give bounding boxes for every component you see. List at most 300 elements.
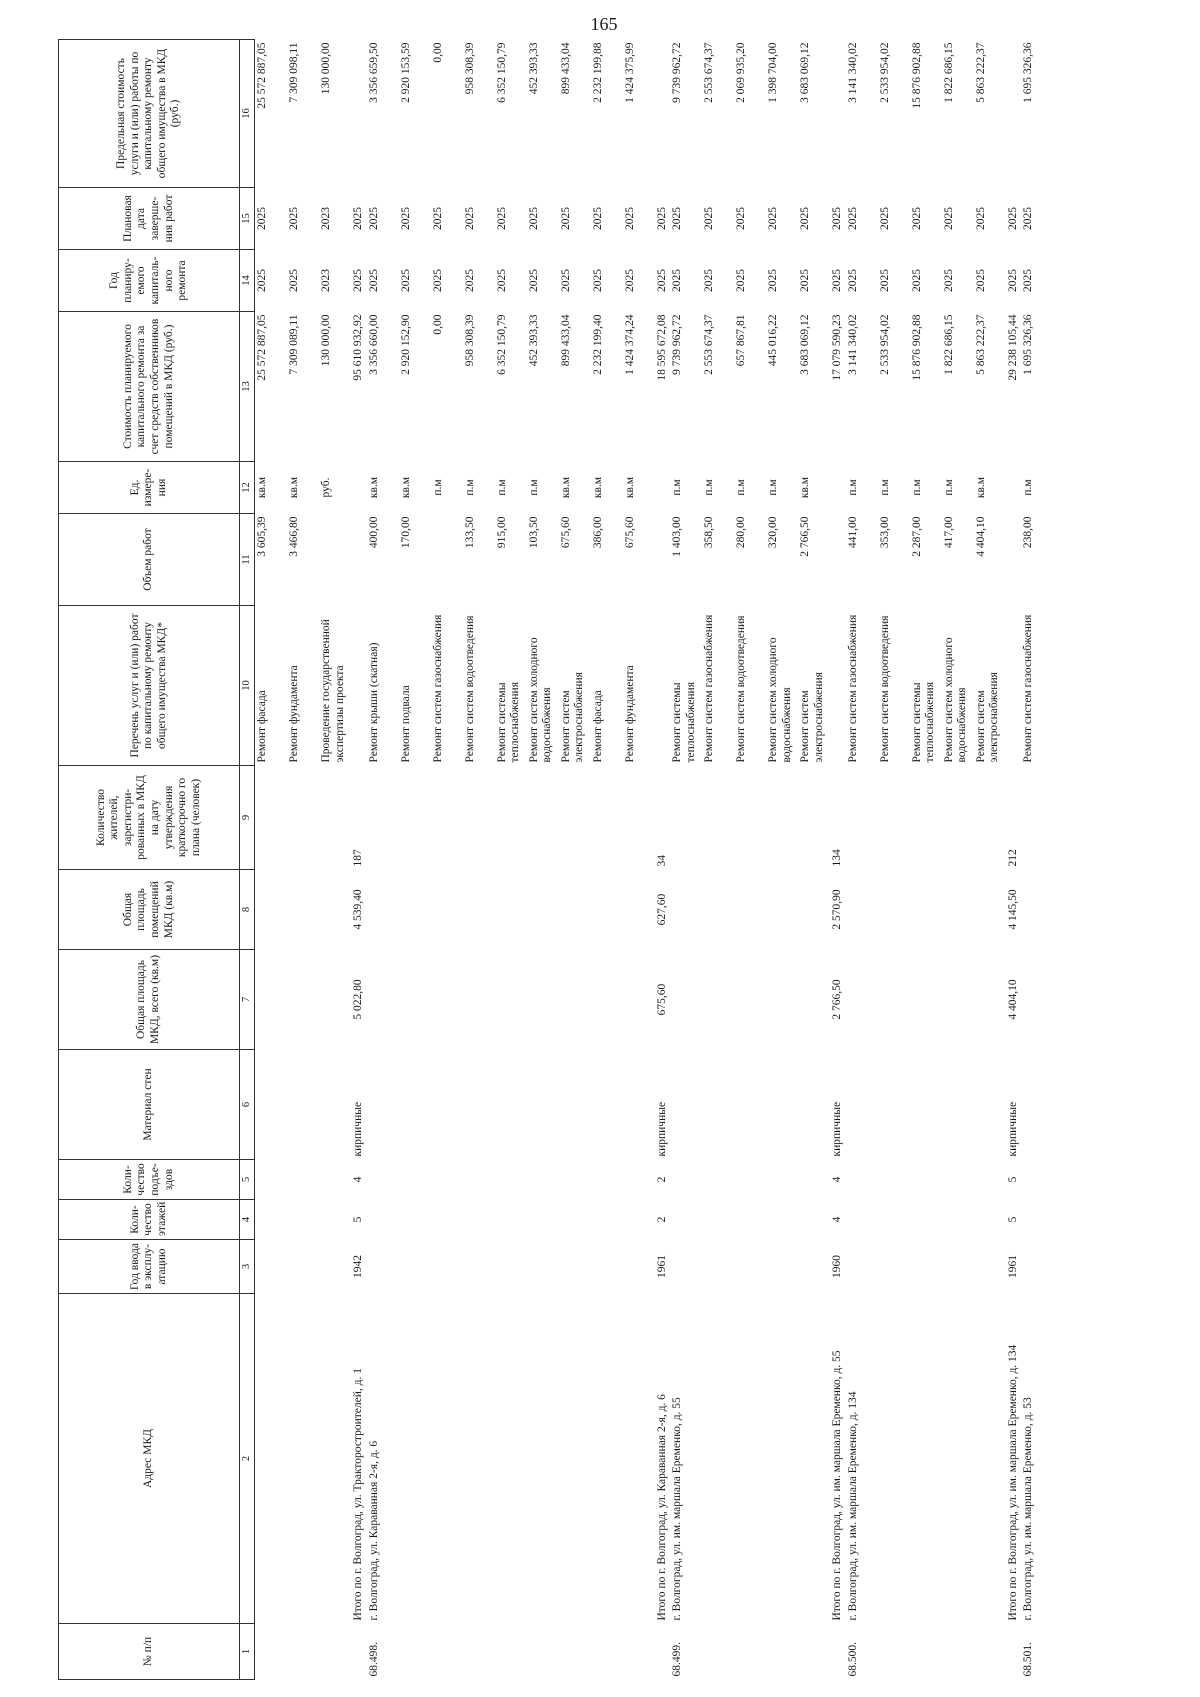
column-header: Количество жителей, зарегистри-рованных в МКД на дату утверждения краткосрочно го плана (человек) xyxy=(59,766,240,870)
cell-resident-count xyxy=(367,766,399,870)
cell-unit: кв.м xyxy=(256,476,268,499)
cell-cost-limit: 3 683 069,12 xyxy=(799,42,812,103)
cell-unit xyxy=(830,462,846,514)
cell-premises-area xyxy=(878,870,910,950)
cell-entrance-count xyxy=(766,1160,798,1200)
column-number: 7 xyxy=(240,950,255,1050)
column-number: 15 xyxy=(240,188,255,250)
cell-resident-count xyxy=(942,766,974,870)
cell-premises-area xyxy=(798,870,830,950)
table-row xyxy=(942,40,974,1680)
cell-floor-count xyxy=(319,1200,351,1240)
cell-total-area xyxy=(559,950,591,1050)
column-header: Ед. измере-ния xyxy=(59,462,240,514)
cell-commission-year xyxy=(670,1240,702,1294)
cell-work-volume: 3 605,39 xyxy=(256,516,268,557)
cell-completion-year: 2025 xyxy=(288,207,300,230)
cell-row-number xyxy=(942,1624,974,1680)
cell-unit: п.м xyxy=(1022,479,1035,496)
cell-total-area xyxy=(255,950,288,1050)
cell-work-type: Ремонт систем водоотведения xyxy=(878,615,891,763)
cell-wall-material xyxy=(623,1050,655,1160)
column-number: 10 xyxy=(240,606,255,766)
table-row xyxy=(766,40,798,1680)
cell-premises-area xyxy=(559,870,591,950)
cell-total-area xyxy=(431,950,463,1050)
column-number: 5 xyxy=(240,1160,255,1200)
cell-commission-year xyxy=(734,1240,766,1294)
table-row xyxy=(734,40,766,1680)
cell-wall-material xyxy=(670,1050,702,1160)
cell-unit: п.м xyxy=(463,479,476,496)
cell-wall-material xyxy=(702,1050,734,1160)
cell-planned-cost: 9 739 962,72 xyxy=(671,314,684,375)
cell-planned-cost: 25 572 887,05 xyxy=(256,314,268,381)
column-header: Плановая дата заверше-ния работ xyxy=(59,188,240,250)
cell-planned-cost: 1 822 686,15 xyxy=(942,314,955,375)
cell-work-type: Ремонт системы теплоснабжения xyxy=(495,682,522,763)
cell-cost-limit: 6 352 150,79 xyxy=(495,42,508,103)
cell-resident-count xyxy=(846,766,878,870)
cell-planned-year: 2025 xyxy=(256,269,268,292)
cell-work-type: Ремонт систем газоснабжения xyxy=(703,614,716,763)
cell-row-number xyxy=(431,1624,463,1680)
cell-work-type: Ремонт фундамента xyxy=(288,665,300,763)
cell-wall-material: кирпичные xyxy=(1006,1101,1019,1157)
cell-address: г. Волгоград, ул. им. маршала Еременко, д. 53 xyxy=(1022,1397,1035,1621)
cell-resident-count xyxy=(670,766,702,870)
cell-wall-material xyxy=(463,1050,495,1160)
cell-planned-year: 2025 xyxy=(623,269,636,292)
cell-commission-year xyxy=(287,1240,319,1294)
cell-work-type: Ремонт систем холодного водоснабжения xyxy=(767,637,793,763)
cell-cost-limit xyxy=(351,40,367,188)
cell-work-type: Ремонт систем водоотведения xyxy=(735,615,748,763)
cell-entrance-count xyxy=(798,1160,830,1200)
table-row xyxy=(559,40,591,1680)
cell-cost-limit: 899 433,04 xyxy=(559,42,572,95)
cell-work-volume: 2 766,50 xyxy=(799,516,812,557)
cell-planned-year: 2025 xyxy=(1022,269,1035,292)
cell-unit: кв.м xyxy=(623,476,636,499)
cell-address xyxy=(319,1294,351,1624)
cell-planned-cost: 445 016,22 xyxy=(767,314,780,367)
cell-row-number: 68.501. xyxy=(1022,1642,1035,1677)
cell-address xyxy=(623,1294,655,1624)
cell-cost-limit: 15 876 902,88 xyxy=(910,42,923,109)
cell-address xyxy=(942,1294,974,1624)
cell-row-number xyxy=(591,1624,623,1680)
cell-address xyxy=(527,1294,559,1624)
cell-work-type: Ремонт систем газоснабжения xyxy=(846,614,859,763)
column-number: 13 xyxy=(240,312,255,462)
cell-total-area xyxy=(846,950,878,1050)
cell-floor-count xyxy=(495,1200,527,1240)
cell-wall-material xyxy=(974,1050,1006,1160)
cell-commission-year xyxy=(527,1240,559,1294)
cell-completion-year: 2025 xyxy=(623,207,636,230)
cell-wall-material: кирпичные xyxy=(831,1101,844,1157)
cell-planned-year: 2025 xyxy=(367,269,380,292)
cell-commission-year: 1960 xyxy=(831,1255,844,1278)
cell-total-area xyxy=(798,950,830,1050)
cell-wall-material xyxy=(287,1050,319,1160)
cell-resident-count xyxy=(463,766,495,870)
cell-planned-cost: 2 920 152,90 xyxy=(399,314,412,375)
cell-address xyxy=(559,1294,591,1624)
cell-premises-area xyxy=(974,870,1006,950)
cell-address xyxy=(798,1294,830,1624)
cell-row-number xyxy=(463,1624,495,1680)
cell-address xyxy=(734,1294,766,1624)
cell-total-area xyxy=(878,950,910,1050)
cell-work-type xyxy=(351,606,367,766)
cell-completion-year: 2025 xyxy=(591,207,604,230)
cell-wall-material xyxy=(910,1050,942,1160)
cell-cost-limit: 7 309 098,11 xyxy=(288,42,300,103)
column-number: 3 xyxy=(240,1240,255,1294)
cell-planned-year: 2025 xyxy=(974,269,987,292)
cell-floor-count: 4 xyxy=(831,1216,844,1223)
cell-completion-year: 2025 xyxy=(367,207,380,230)
cell-premises-area xyxy=(734,870,766,950)
table-row xyxy=(399,40,431,1680)
cell-floor-count xyxy=(734,1200,766,1240)
cell-unit: п.м xyxy=(942,479,955,496)
cell-floor-count xyxy=(974,1200,1006,1240)
column-number: 9 xyxy=(240,766,255,870)
cell-entrance-count xyxy=(367,1160,399,1200)
cell-floor-count xyxy=(367,1200,399,1240)
cell-planned-cost: 2 533 954,02 xyxy=(878,314,891,375)
cell-cost-limit: 1 695 326,36 xyxy=(1022,42,1035,103)
cell-work-volume: 3 466,80 xyxy=(288,516,300,557)
column-number: 8 xyxy=(240,870,255,950)
cell-address: Итого по г. Волгоград, ул. Караванная 2-я, д. 6 xyxy=(655,1394,668,1621)
cell-floor-count xyxy=(399,1200,431,1240)
cell-cost-limit: 2 069 935,20 xyxy=(735,42,748,103)
cell-premises-area xyxy=(255,870,288,950)
cell-unit: кв.м xyxy=(974,476,987,499)
cell-work-type xyxy=(1006,606,1022,766)
cell-work-volume: 675,60 xyxy=(623,516,636,549)
cell-wall-material xyxy=(1021,1050,1053,1160)
cell-entrance-count xyxy=(559,1160,591,1200)
cell-address xyxy=(431,1294,463,1624)
cell-completion-year: 2025 xyxy=(1022,207,1035,230)
cell-work-volume: 400,00 xyxy=(367,516,380,549)
cell-wall-material xyxy=(559,1050,591,1160)
cell-planned-year: 2025 xyxy=(399,269,412,292)
cell-work-type: Ремонт систем газоснабжения xyxy=(431,614,444,763)
cell-address xyxy=(878,1294,910,1624)
cell-resident-count: 212 xyxy=(1006,849,1019,867)
cell-resident-count xyxy=(287,766,319,870)
cell-premises-area xyxy=(287,870,319,950)
cell-wall-material xyxy=(431,1050,463,1160)
cell-entrance-count xyxy=(623,1160,655,1200)
cell-resident-count xyxy=(623,766,655,870)
column-header: Коли-чество подъе-здов xyxy=(59,1160,240,1200)
cell-work-volume: 103,50 xyxy=(527,516,540,549)
cell-row-number xyxy=(559,1624,591,1680)
cell-work-type: Ремонт систем электроснабжения xyxy=(559,672,586,763)
cell-wall-material xyxy=(495,1050,527,1160)
cell-work-type xyxy=(830,606,846,766)
cell-unit: п.м xyxy=(767,479,780,496)
cell-wall-material xyxy=(591,1050,623,1160)
cell-planned-cost: 3 141 340,02 xyxy=(846,314,859,375)
cell-work-type: Ремонт систем газоснабжения xyxy=(1022,614,1035,763)
cell-planned-cost: 130 000,00 xyxy=(320,314,332,367)
cell-work-type: Проведение государственной экспертизы проекта xyxy=(320,619,346,763)
cell-resident-count xyxy=(974,766,1006,870)
cell-work-volume: 353,00 xyxy=(878,516,891,549)
cell-commission-year: 1961 xyxy=(1006,1255,1019,1278)
cell-cost-limit: 0,00 xyxy=(431,42,444,63)
cell-entrance-count xyxy=(878,1160,910,1200)
cell-premises-area xyxy=(463,870,495,950)
cell-address xyxy=(399,1294,431,1624)
rotated-table-canvas xyxy=(58,40,1194,1680)
cell-row-number xyxy=(527,1624,559,1680)
cell-completion-year: 2025 xyxy=(399,207,412,230)
cell-work-volume xyxy=(655,514,671,606)
cell-completion-year: 2025 xyxy=(352,207,364,230)
cell-row-number: 68.499. xyxy=(671,1642,684,1677)
cell-floor-count xyxy=(878,1200,910,1240)
subtotal-row xyxy=(830,40,846,1680)
cell-resident-count xyxy=(766,766,798,870)
cell-work-volume: 4 404,10 xyxy=(974,516,987,557)
cell-unit: п.м xyxy=(703,479,716,496)
cell-work-volume: 170,00 xyxy=(399,516,412,549)
cell-address xyxy=(974,1294,1006,1624)
cell-premises-area xyxy=(495,870,527,950)
cell-premises-area xyxy=(1021,870,1053,950)
cell-cost-limit: 2 920 153,59 xyxy=(399,42,412,103)
cell-premises-area xyxy=(766,870,798,950)
cell-total-area: 5 022,80 xyxy=(352,979,364,1020)
cell-address xyxy=(463,1294,495,1624)
cell-completion-year: 2025 xyxy=(735,207,748,230)
cell-entrance-count: 2 xyxy=(655,1176,668,1183)
cell-planned-year: 2025 xyxy=(846,269,859,292)
cell-premises-area xyxy=(623,870,655,950)
table-row xyxy=(910,40,942,1680)
cell-row-number xyxy=(878,1624,910,1680)
cell-planned-cost: 452 393,33 xyxy=(527,314,540,367)
table-header-row xyxy=(59,40,240,1680)
cell-resident-count: 34 xyxy=(655,855,668,867)
cell-planned-cost: 17 079 590,23 xyxy=(831,314,844,381)
cell-wall-material xyxy=(255,1050,288,1160)
cell-floor-count xyxy=(670,1200,702,1240)
column-header: Перечень услуг и (или) работ по капитальному ремонту общего имущества МКД* xyxy=(59,606,240,766)
table-row xyxy=(255,40,288,1680)
cell-resident-count xyxy=(255,766,288,870)
cell-cost-limit: 2 232 199,88 xyxy=(591,42,604,103)
cell-unit: кв.м xyxy=(559,476,572,499)
cell-row-number xyxy=(830,1624,846,1680)
cell-work-volume xyxy=(830,514,846,606)
cell-planned-year: 2025 xyxy=(878,269,891,292)
cell-wall-material xyxy=(766,1050,798,1160)
cell-unit xyxy=(1006,462,1022,514)
cell-row-number xyxy=(1006,1624,1022,1680)
cell-completion-year: 2025 xyxy=(703,207,716,230)
cell-wall-material xyxy=(878,1050,910,1160)
cell-resident-count xyxy=(527,766,559,870)
cell-planned-year: 2025 xyxy=(655,269,668,292)
cell-row-number xyxy=(255,1624,288,1680)
cell-planned-year: 2025 xyxy=(431,269,444,292)
cell-work-volume xyxy=(351,514,367,606)
cell-premises-area xyxy=(942,870,974,950)
table-row xyxy=(798,40,830,1680)
cell-premises-area xyxy=(591,870,623,950)
cell-floor-count xyxy=(942,1200,974,1240)
column-header: Материал стен xyxy=(59,1050,240,1160)
cell-resident-count xyxy=(495,766,527,870)
cell-completion-year: 2025 xyxy=(1006,207,1019,230)
column-header: Адрес МКД xyxy=(59,1294,240,1624)
cell-entrance-count xyxy=(255,1160,288,1200)
page-number: 165 xyxy=(590,14,618,34)
cell-work-volume xyxy=(1006,514,1022,606)
cell-planned-cost: 3 356 660,00 xyxy=(367,314,380,375)
cell-address xyxy=(255,1294,288,1624)
cell-unit: п.м xyxy=(671,479,684,496)
cell-unit xyxy=(655,462,671,514)
cell-total-area xyxy=(974,950,1006,1050)
cell-planned-year: 2025 xyxy=(288,269,300,292)
column-number: 14 xyxy=(240,250,255,312)
table-row xyxy=(287,40,319,1680)
cell-resident-count xyxy=(399,766,431,870)
cell-work-type: Ремонт крыши (скатная) xyxy=(367,642,380,763)
cell-total-area xyxy=(591,950,623,1050)
cell-completion-year: 2025 xyxy=(846,207,859,230)
cell-planned-cost: 657 867,81 xyxy=(735,314,748,367)
cell-unit: п.м xyxy=(910,479,923,496)
cell-row-number xyxy=(351,1624,367,1680)
cell-wall-material xyxy=(734,1050,766,1160)
cell-completion-year: 2025 xyxy=(431,207,444,230)
cell-unit: кв.м xyxy=(288,476,300,499)
cell-entrance-count xyxy=(974,1160,1006,1200)
cell-entrance-count xyxy=(734,1160,766,1200)
cell-work-volume xyxy=(431,514,463,606)
cell-premises-area xyxy=(431,870,463,950)
cell-row-number xyxy=(623,1624,655,1680)
cell-unit xyxy=(351,462,367,514)
cell-commission-year xyxy=(910,1240,942,1294)
cell-total-area xyxy=(942,950,974,1050)
cell-unit: п.м xyxy=(527,479,540,496)
table-row xyxy=(623,40,655,1680)
table-row xyxy=(319,40,351,1680)
cell-total-area xyxy=(319,950,351,1050)
subtotal-row xyxy=(655,40,671,1680)
cell-commission-year xyxy=(766,1240,798,1294)
cell-resident-count xyxy=(702,766,734,870)
cell-premises-area xyxy=(367,870,399,950)
cell-premises-area xyxy=(846,870,878,950)
cell-planned-cost: 0,00 xyxy=(431,314,444,335)
cell-premises-area: 4 539,40 xyxy=(352,889,364,930)
cell-total-area xyxy=(734,950,766,1050)
cell-row-number xyxy=(655,1624,671,1680)
subtotal-row xyxy=(351,40,367,1680)
cell-row-number xyxy=(766,1624,798,1680)
cell-row-number xyxy=(319,1624,351,1680)
cell-commission-year: 1961 xyxy=(655,1255,668,1278)
cell-planned-cost: 1 424 374,24 xyxy=(623,314,636,375)
cell-premises-area xyxy=(319,870,351,950)
cell-work-volume: 280,00 xyxy=(735,516,748,549)
cell-planned-cost: 95 610 932,92 xyxy=(352,314,364,381)
cell-planned-year: 2025 xyxy=(671,269,684,292)
cell-entrance-count xyxy=(910,1160,942,1200)
table-row xyxy=(974,40,1006,1680)
cell-entrance-count: 5 xyxy=(1006,1176,1019,1183)
cell-planned-year: 2025 xyxy=(735,269,748,292)
cell-commission-year xyxy=(591,1240,623,1294)
cell-entrance-count xyxy=(591,1160,623,1200)
cell-work-volume: 386,00 xyxy=(591,516,604,549)
cell-row-number xyxy=(910,1624,942,1680)
cell-total-area xyxy=(910,950,942,1050)
cell-entrance-count xyxy=(495,1160,527,1200)
cell-entrance-count xyxy=(319,1160,351,1200)
column-number: 16 xyxy=(240,40,255,188)
cell-cost-limit: 130 000,00 xyxy=(320,42,332,95)
cell-wall-material: кирпичные xyxy=(352,1101,364,1157)
cell-total-area: 2 766,50 xyxy=(831,979,844,1020)
cell-planned-cost: 899 433,04 xyxy=(559,314,572,367)
column-number: 11 xyxy=(240,514,255,606)
cell-floor-count xyxy=(431,1200,463,1240)
cell-floor-count xyxy=(623,1200,655,1240)
cell-entrance-count xyxy=(670,1160,702,1200)
cell-commission-year: 1942 xyxy=(352,1255,364,1278)
cell-entrance-count xyxy=(287,1160,319,1200)
cell-cost-limit: 9 739 962,72 xyxy=(671,42,684,103)
cell-floor-count xyxy=(798,1200,830,1240)
cell-address: г. Волгоград, ул. Караванная 2-я, д. 6 xyxy=(367,1440,380,1621)
cell-planned-cost: 5 863 222,37 xyxy=(974,314,987,375)
cell-floor-count xyxy=(287,1200,319,1240)
cell-commission-year xyxy=(846,1240,878,1294)
column-header: Год ввода в эксплу-атацию xyxy=(59,1240,240,1294)
cell-planned-cost: 15 876 902,88 xyxy=(910,314,923,381)
cell-address xyxy=(702,1294,734,1624)
cell-wall-material xyxy=(319,1050,351,1160)
column-header: Общая площадь МКД, всего (кв.м) xyxy=(59,950,240,1050)
cell-wall-material xyxy=(942,1050,974,1160)
cell-total-area xyxy=(495,950,527,1050)
cell-wall-material xyxy=(846,1050,878,1160)
cell-unit: п.м xyxy=(431,479,444,496)
column-header: № п/п xyxy=(59,1624,240,1680)
cell-work-volume: 2 287,00 xyxy=(910,516,923,557)
cell-wall-material xyxy=(798,1050,830,1160)
cell-cost-limit xyxy=(830,40,846,188)
table-row xyxy=(1021,40,1053,1680)
cell-work-volume: 417,00 xyxy=(942,516,955,549)
cell-floor-count: 2 xyxy=(655,1216,668,1223)
